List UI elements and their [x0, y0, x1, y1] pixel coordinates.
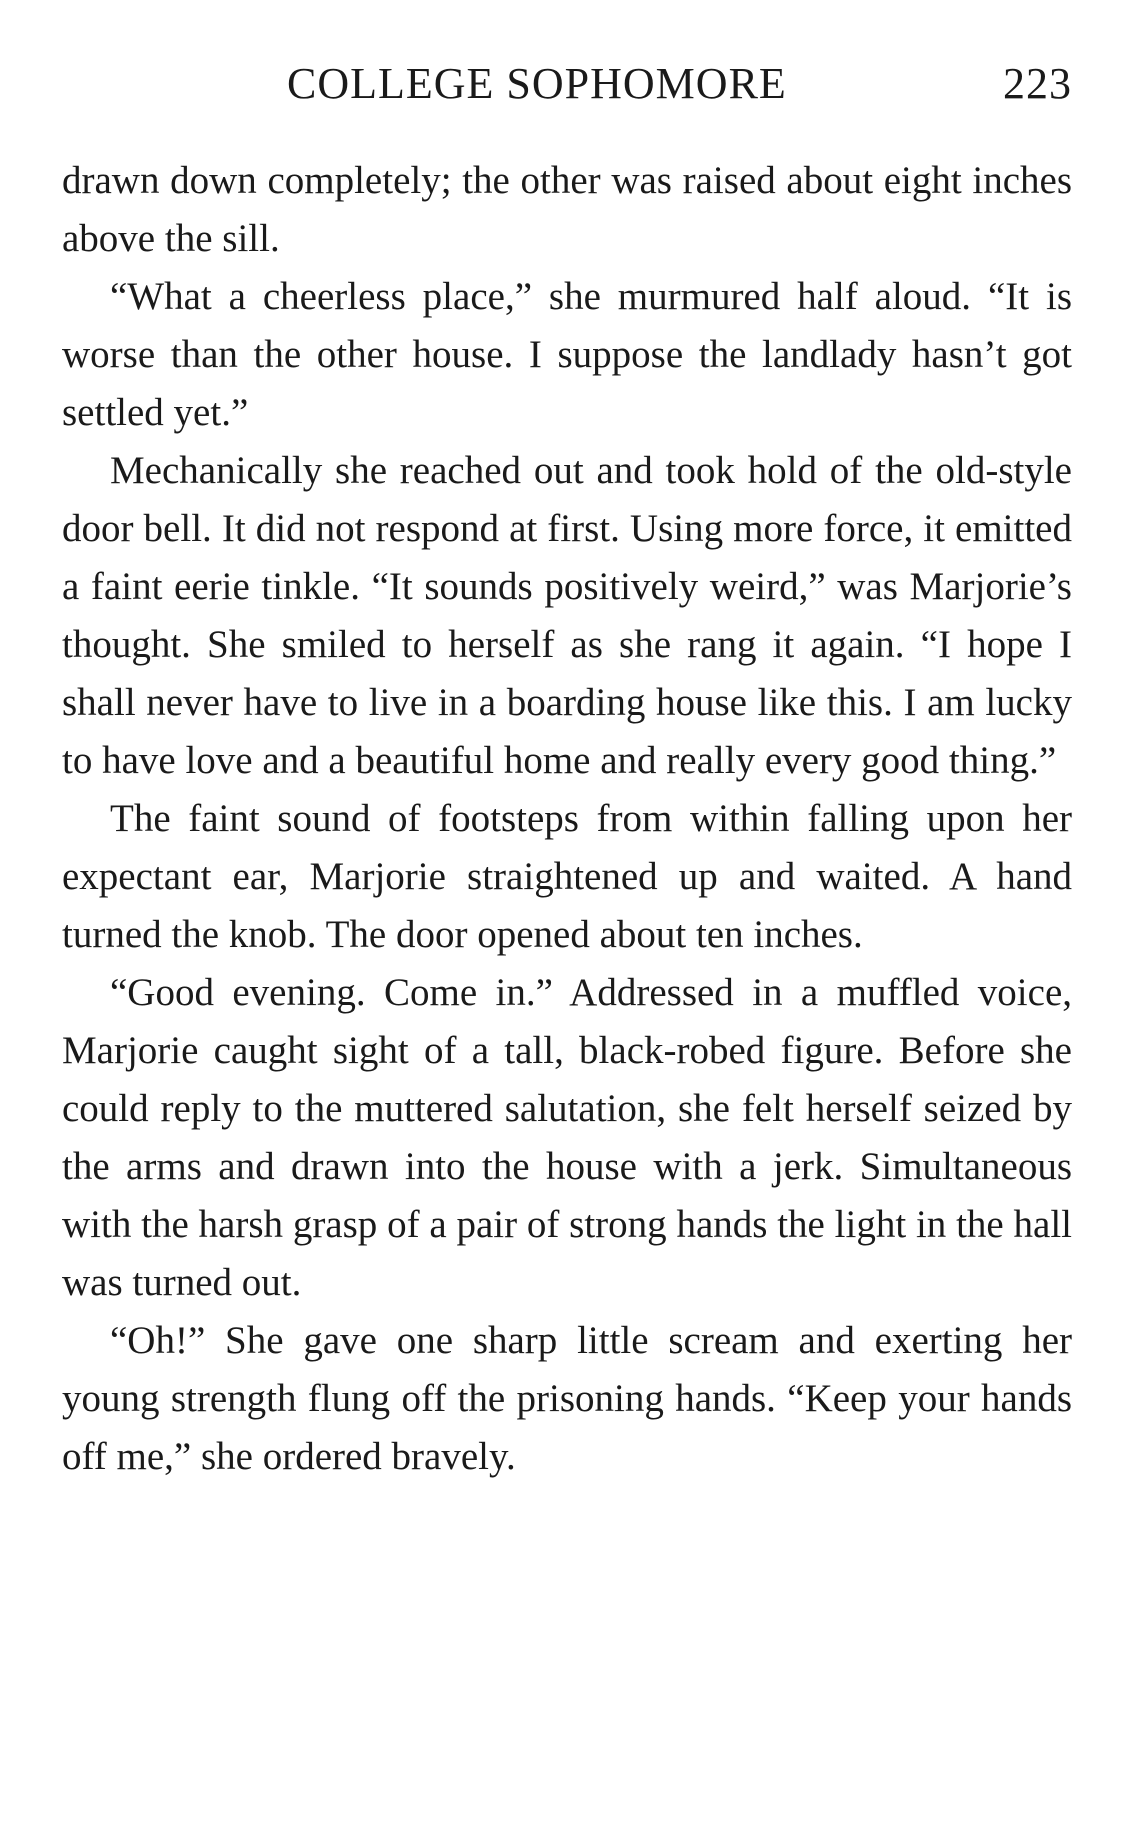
paragraph: drawn down completely; the other was raised about eight inches above the sill.: [62, 159, 1072, 260]
paragraph: “Good evening. Come in.” Addressed in a muffled voice, Marjorie caught sight of a tall, black-robed figure. Before she could reply to the muttered salutation, she felt herself seized by the arms and drawn into the house with a jerk. Simultaneous with the harsh grasp of a pair of strong hands the light in the hall was turned out.: [62, 971, 1072, 1304]
paragraph: Mechanically she reached out and took hold of the old-style door bell. It did not respond at first. Using more force, it emitted a faint eerie tinkle. “It sounds positively weird,” was Marjorie’s thought. She smiled to herself as she rang it again. “I hope I shall never have to live in a boarding house like this. I am lucky to have love and a beautiful home and really every good thing.”: [62, 449, 1072, 782]
paragraph: “Oh!” She gave one sharp little scream and exerting her young strength flung off the prisoning hands. “Keep your hands off me,” she ordered bravely.: [62, 1319, 1072, 1478]
paragraph: “What a cheerless place,” she murmured half aloud. “It is worse than the other house. I suppose the landlady hasn’t got settled yet.”: [62, 275, 1072, 434]
running-head: [62, 58, 1072, 118]
paragraph: The faint sound of footsteps from within falling upon her expectant ear, Marjorie straightened up and waited. A hand turned the knob. The door opened about ten inches.: [62, 797, 1072, 956]
page-number: 223: [1003, 59, 1072, 108]
book-page: [62, 58, 1072, 1486]
body-text: [62, 152, 1072, 1486]
running-title: COLLEGE SOPHOMORE: [287, 59, 787, 108]
